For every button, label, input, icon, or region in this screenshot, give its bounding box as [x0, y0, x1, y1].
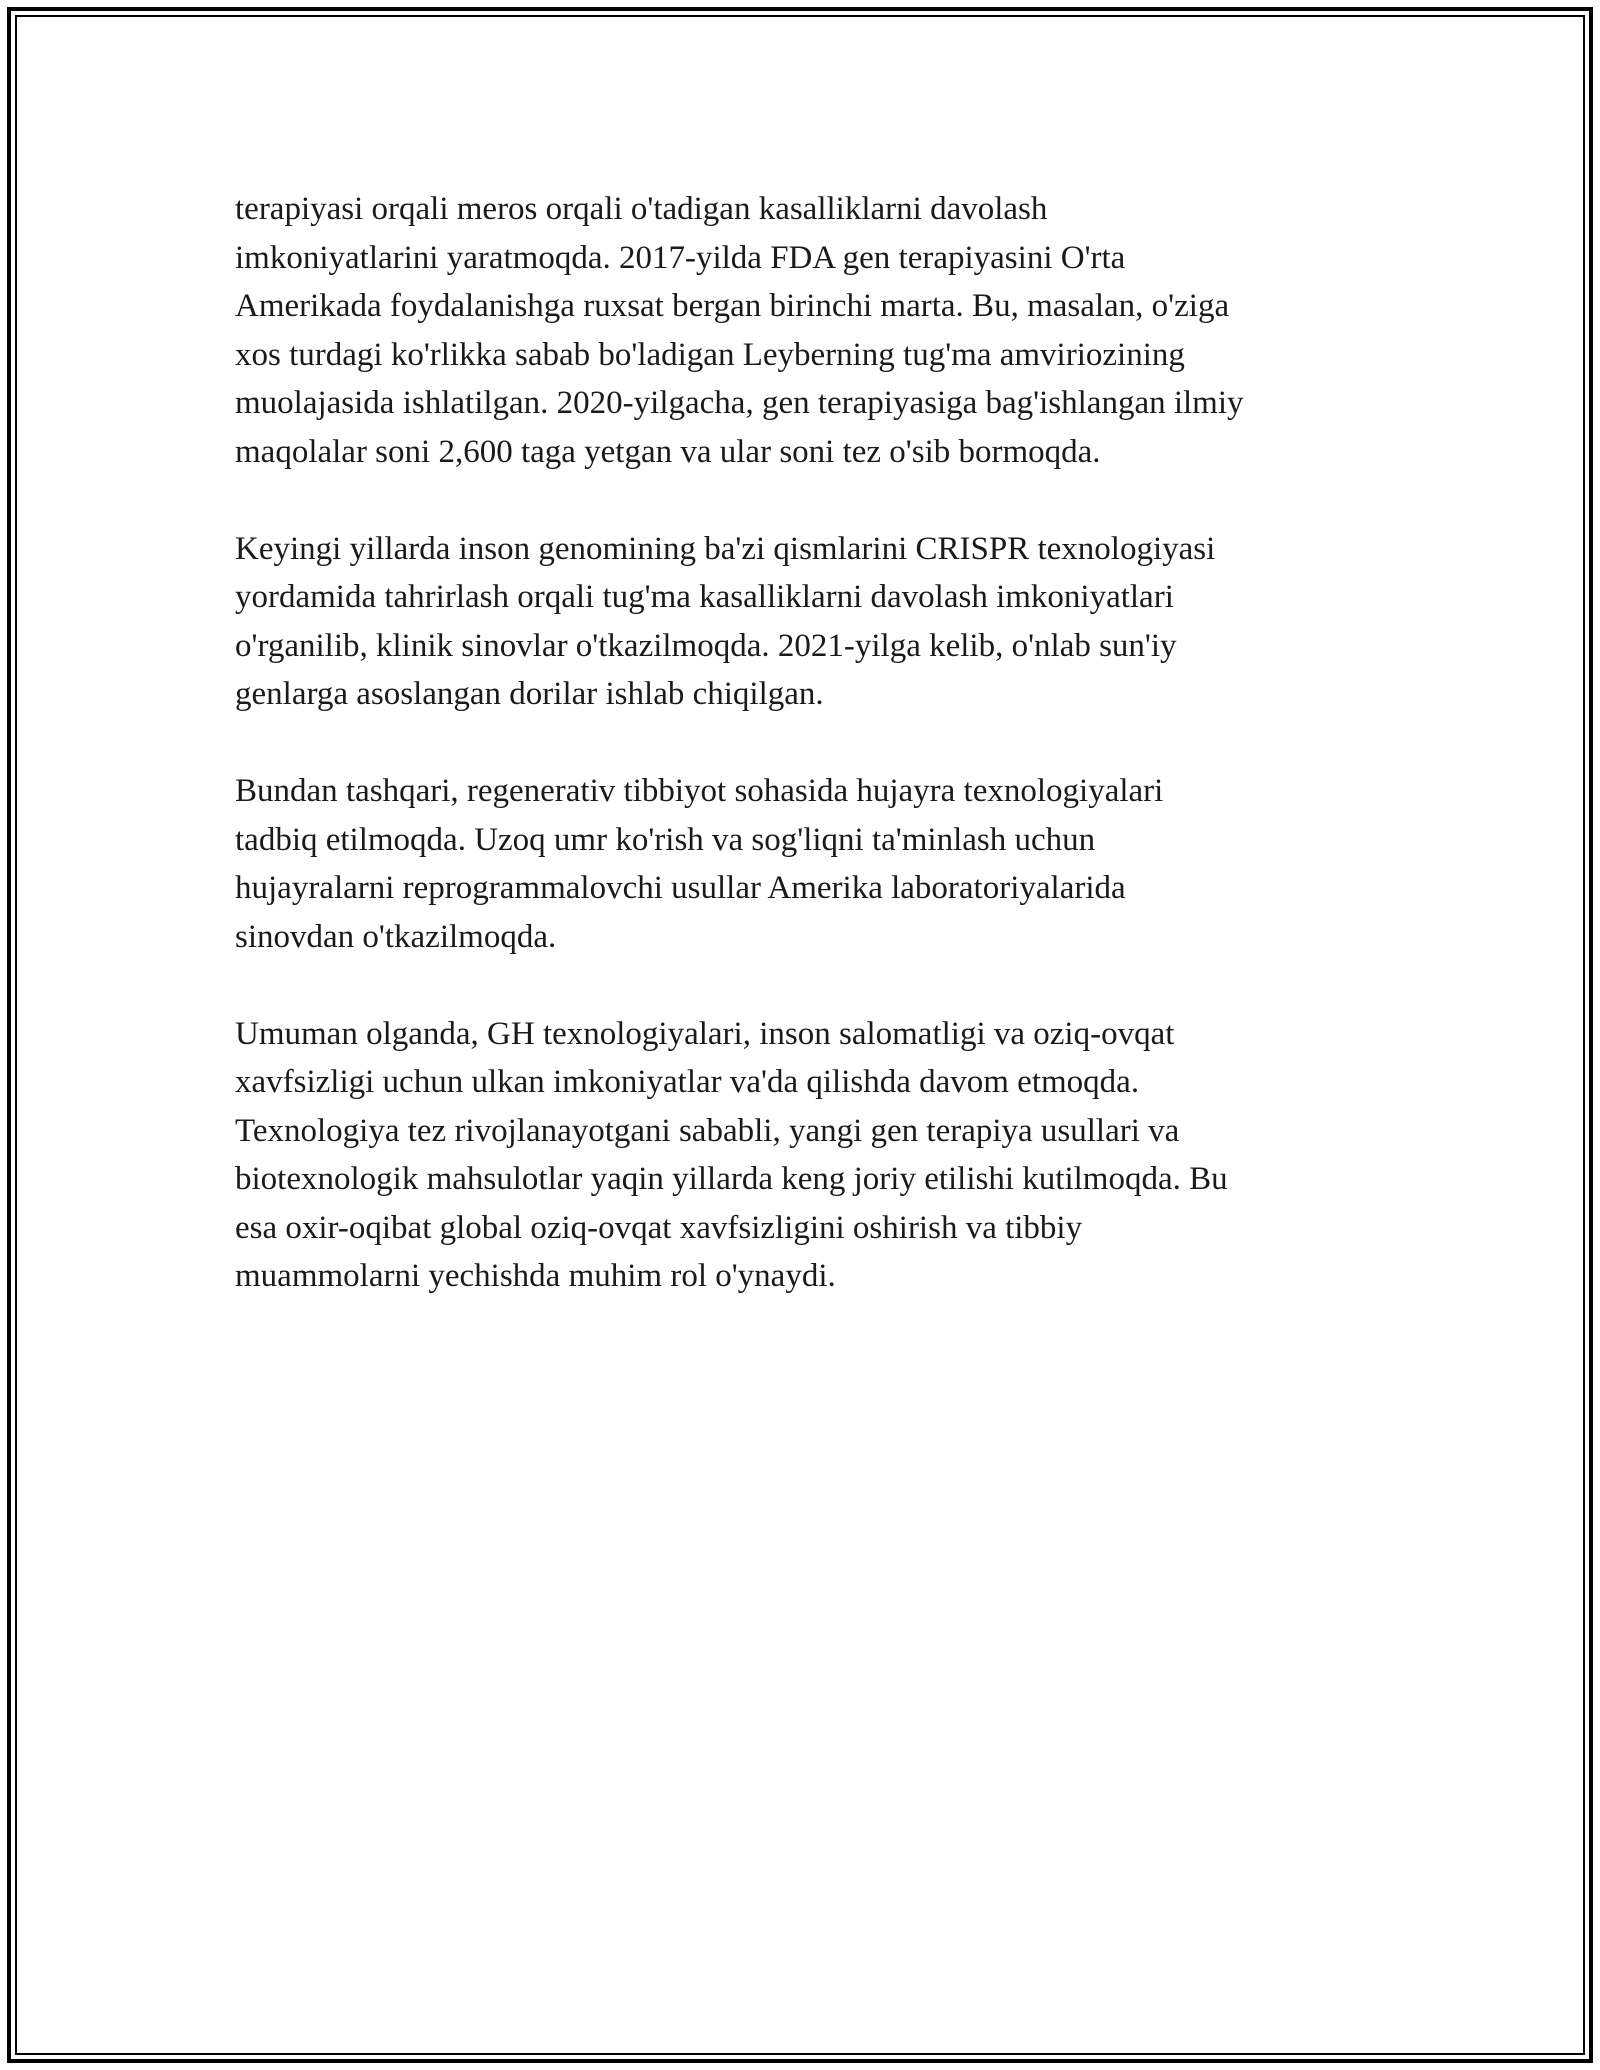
text-line: hujayralarni reprogrammalovchi usullar Amerika laboratoriyalarida [235, 870, 1126, 906]
text-line: esa oxir-oqibat global oziq-ovqat xavfsizligini oshirish va tibbiy [235, 1209, 1083, 1246]
text-line: biotexnologik mahsulotlar yaqin yillarda keng joriy etilishi kutilmoqda. Bu [235, 1161, 1228, 1197]
text-line: o'rganilib, klinik sinovlar o'tkazilmoqda. 2021-yilga kelib, o'nlab sun'iy [235, 627, 1177, 664]
text-line: muammolarni yechishda muhim rol o'ynaydi. [235, 1258, 836, 1294]
text-line: Keyingi yillarda inson genomining ba'zi qismlarini CRISPR texnologiyasi [235, 530, 1216, 567]
text-line: Texnologiya tez rivojlanayotgani sababli, yangi gen terapiya usullari va [235, 1112, 1180, 1149]
text-line: tadbiq etilmoqda. Uzoq umr ko'rish va sog'liqni ta'minlash uchun [235, 821, 1096, 858]
paragraph-conclusion [235, 1010, 1385, 1301]
text-line: maqolalar soni 2,600 taga yetgan va ular soni tez o'sib bormoqda. [235, 433, 1101, 470]
paragraph-gene-therapy [235, 185, 1385, 476]
text-line: Bundan tashqari, regenerativ tibbiyot sohasida hujayra texnologiyalari [235, 773, 1164, 809]
paragraph-regenerative-medicine [235, 767, 1385, 961]
text-line: imkoniyatlarini yaratmoqda. 2017-yilda FDA gen terapiyasini O'rta [235, 239, 1126, 276]
text-line: xavfsizligi uchun ulkan imkoniyatlar va'da qilishda davom etmoqda. [235, 1064, 1140, 1100]
text-line: genlarga asoslangan dorilar ishlab chiqilgan. [235, 676, 824, 712]
text-line: Amerikada foydalanishga ruxsat bergan birinchi marta. Bu, masalan, o'ziga [235, 288, 1230, 324]
text-line: yordamida tahrirlash orqali tug'ma kasalliklarni davolash imkoniyatlari [235, 579, 1174, 615]
paragraph-crispr [235, 525, 1385, 719]
text-line: Umuman olganda, GH texnologiyalari, inson salomatligi va oziq-ovqat [235, 1015, 1175, 1052]
text-line: sinovdan o'tkazilmoqda. [235, 918, 557, 955]
text-line: xos turdagi ko'rlikka sabab bo'ladigan Leyberning tug'ma amviriozining [235, 336, 1185, 373]
text-line: terapiyasi orqali meros orqali o'tadigan kasalliklarni davolash [235, 191, 1048, 227]
document-body [235, 185, 1385, 1349]
text-line: muolajasida ishlatilgan. 2020-yilgacha, gen terapiyasiga bag'ishlangan ilmiy [235, 385, 1244, 421]
